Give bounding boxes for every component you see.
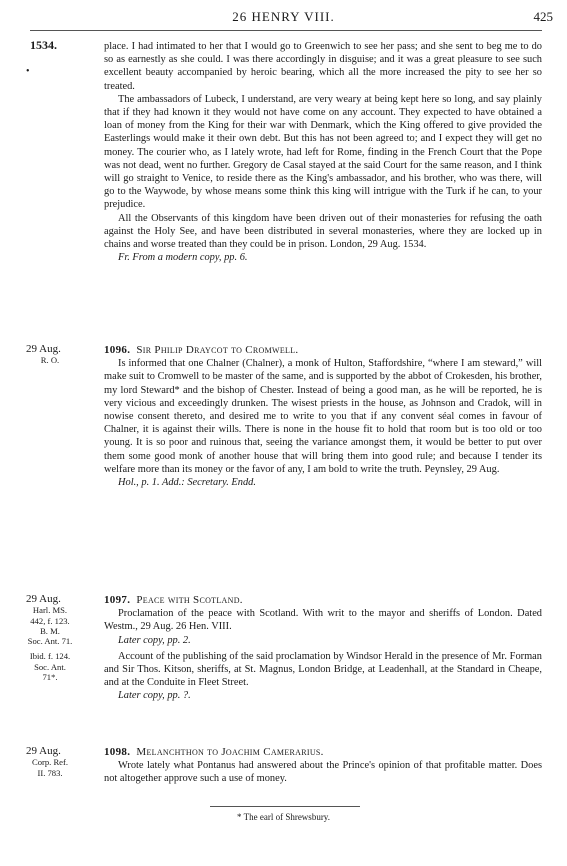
entry-title: Melanchthon to Joachim Camerarius. [136, 746, 324, 758]
entry-1096 [104, 344, 542, 489]
entry-heading [104, 594, 542, 607]
entry-heading [104, 344, 542, 357]
continuation-section [104, 40, 542, 264]
entry-reference: Ibid. f. 124. [29, 651, 71, 662]
entry-date: 29 Aug. [26, 745, 61, 757]
entry-body: Account of the publishing of the said proclamation by Windsor Herald in the presence of Mr. Forman and Sir Thos. Kitson, sheriffs, at St. Magnus, London Bridge, at Leadenhall, at the Standard in Cheape, and at the Conduite in Fleet Street. [104, 650, 542, 689]
entry-body: Is informed that one Chalner (Chalner), a monk of Hulton, Staffordshire, “where I am steward,” will make suit to Cromwell to be master of the same, and is supported by the abbot of Crokesden, his brother, my lord Steward* and the bishop of Chester. Instead of being a good man, as he will be reported, he is very vicious and exceedingly drunken. The wisest priests in the house, as Johnson and Cradok, will in nowise consent thereto, and desired me to write to you that if any convent séal comes in favour of Chalner, it is against their wills. There is none in the house fit to hold that room but is too old or too young. It is so poor and ruinous that, seeing the variance amongst them, it would be better to put over them some good monk of another house that will bring them into good rule; and because I tender its welfare more than its money or the favor of any, I am bold to write the truth. Peynsley, 29 Aug. [104, 358, 542, 475]
source-note: Fr. From a modern copy, pp. 6. [118, 252, 248, 264]
entry-title: Sir Philip Draycot to Cromwell. [136, 344, 299, 356]
entry-body: Wrote lately what Pontanus had answered about the Prince's opinion of that profitable matter. Does not altogether approve such a use of money. [104, 760, 542, 785]
header-rule [30, 30, 542, 31]
entry-reference: Soc. Ant. 71*. [34, 661, 66, 682]
entry-date: 29 Aug. [26, 343, 61, 355]
margin-bullet: • [26, 66, 30, 77]
entry-reference: Harl. MS. [32, 605, 68, 616]
continuation-paragraph: All the Observants of this kingdom have been driven out of their monasteries for refusing the oath against the Holy See, and have been distributed in several monasteries, where they are locked up in chains and worse treated than they could be in prison. London, 29 Aug. 1534. [104, 212, 542, 251]
entry-number: 1098. [104, 746, 131, 758]
footnote-rule [210, 806, 360, 807]
entry-date: 29 Aug. [26, 593, 61, 605]
entry-title: Peace with Scotland. [136, 594, 243, 606]
source-note: Hol., p. 1. Add.: Secretary. Endd. [118, 477, 256, 489]
source-note: Later copy, pp. 2. [118, 634, 191, 646]
entry-margin-1098 [26, 746, 96, 778]
entry-margin-1097 [26, 594, 96, 682]
entry-number: 1096. [104, 344, 131, 356]
entry-1098 [104, 746, 542, 786]
entry-body: Proclamation of the peace with Scotland. With writ to the mayor and sheriffs of London. Dated Westm., 29 Aug. 26 Hen. VIII. [104, 608, 542, 633]
entry-margin-1096 [26, 344, 96, 366]
entry-reference: B. M. [40, 625, 60, 636]
entry-reference: 442, f. 123. [30, 615, 70, 626]
entry-reference: R. O. [40, 355, 60, 366]
footnote: * The earl of Shrewsbury. [237, 812, 330, 822]
entry-reference: Soc. Ant. 71. [27, 636, 73, 647]
entry-heading [104, 746, 542, 759]
page-number: 425 [533, 9, 553, 24]
entry-number: 1097. [104, 594, 131, 606]
year-margin-label: 1534. [30, 38, 57, 52]
continuation-paragraph: The ambassadors of Lubeck, I understand, are very weary at being kept here so long, and say plainly that if they had known it they would not have come on any account. They expected to have obtained a loan of money from the King for their war with Denmark, which the King offered to give provided the Easterlings would make it their own debt. But this has not been agreed to; and I expect they will get no money. The courier who, as I lately wrote, had left for Rome, finding in the French Court that the Pope was not dead, went no further. Gregory de Casal stayed at the said Court for the same reason, and I think will go straight to Venice, to reside there as the King's ambassador, and his brother, who was there, will go to the Waywode, by whose means some think this king will intrigue with the Turk if he can, to your prejudice. [104, 93, 542, 211]
source-note: Later copy, pp. ?. [118, 690, 191, 702]
continuation-paragraph: place. I had intimated to her that I would go to Greenwich to see her pass; and she sent to beg me to do so as earnestly as she could. I was there accordingly in disguise; and it was a great pleasure to see such excellent beauty accompanied by heroic bearing, which all the more increased the pity to see her so treated. [104, 41, 542, 92]
entry-reference: II. 783. [37, 767, 63, 778]
running-header-title: 26 HENRY VIII. [232, 9, 335, 24]
entry-1097 [104, 594, 542, 703]
entry-reference: Corp. Ref. [31, 757, 69, 768]
